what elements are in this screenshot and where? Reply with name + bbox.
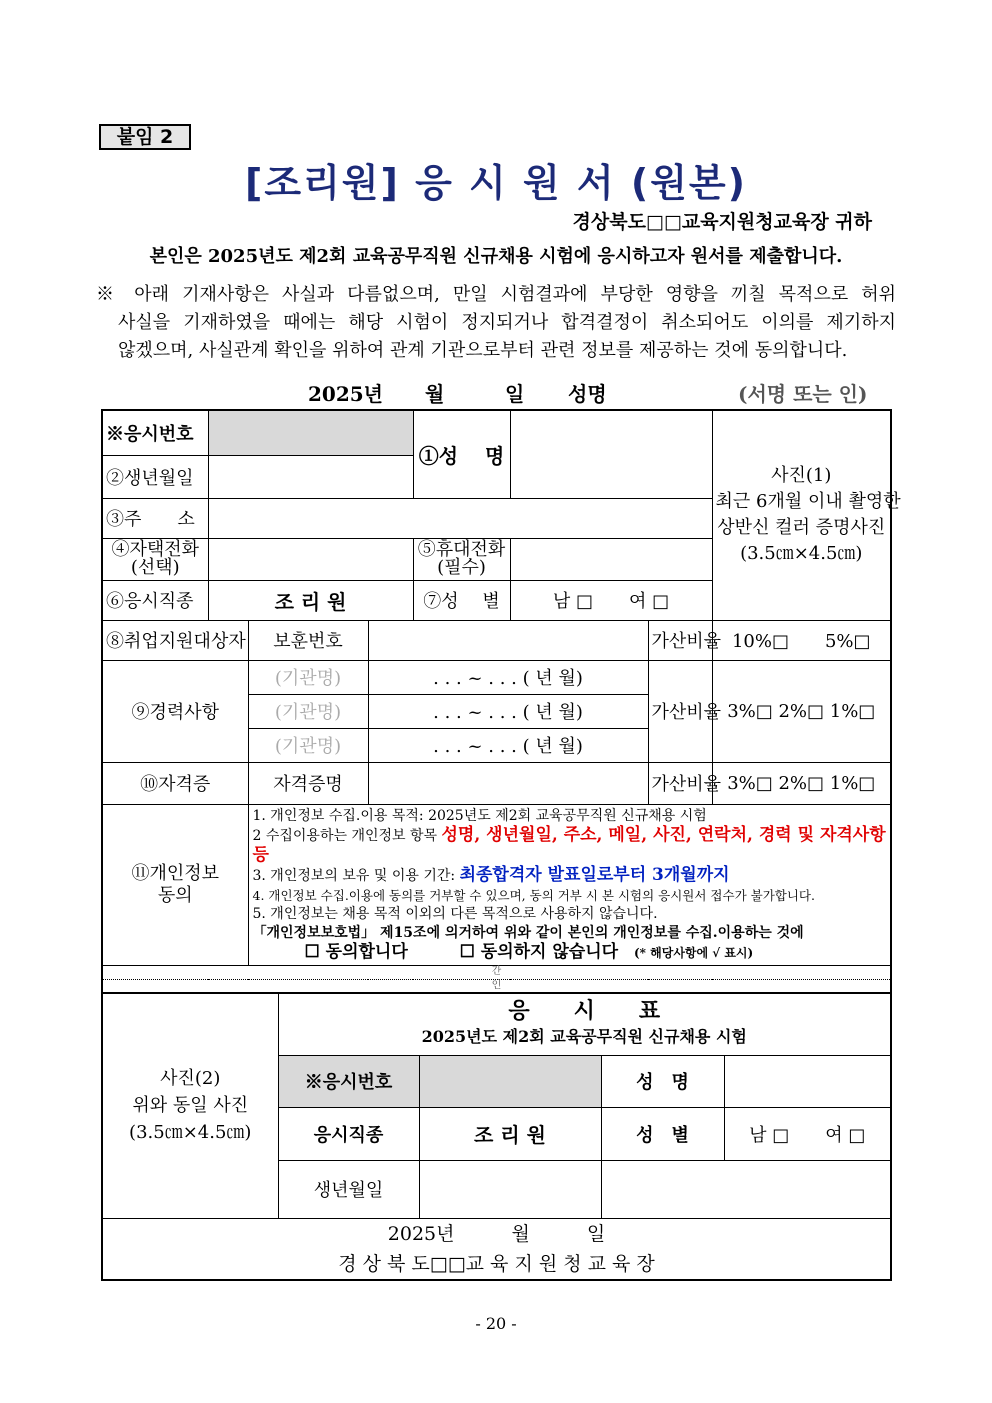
home-phone-field[interactable]: [208, 538, 413, 580]
home-phone-note: (선택): [130, 557, 180, 578]
notice-line-2: 사실을 기재하였을 때에는 해당 시험이 정지되거나 합격결정이 취소되어도 이의를 제기하지: [118, 312, 896, 333]
exam-ticket: [101, 992, 892, 1281]
bonus-rate-label: 가산비율: [648, 620, 712, 660]
career-label: ⑨경력사항: [102, 660, 248, 762]
career-period-2[interactable]: . . . ~ . . . ( 년 월): [368, 694, 648, 728]
address-field[interactable]: [208, 498, 712, 538]
mobile-title: ⑤휴대전화: [417, 539, 506, 560]
cut-line: 간: [102, 965, 891, 979]
recipient: 경상북도□□교육지원청교육장 귀하: [572, 211, 872, 233]
notice-line-1: ※ 아래 기재사항은 사실과 다름없으며, 만일 시험결과에 부당한 영향을 끼칠 목적으로 허위: [96, 284, 896, 305]
agency-name-3[interactable]: (기관명): [248, 728, 368, 762]
photo-2-size: (3.5㎝×4.5㎝): [129, 1122, 252, 1144]
job-type-label: ⑥응시직종: [102, 580, 208, 620]
photo-2-title: 사진(2): [160, 1068, 221, 1090]
sign-line: [100, 378, 890, 406]
ticket-birth-field[interactable]: [419, 1160, 601, 1218]
ticket-gender-options[interactable]: 남 □ 여 □: [724, 1107, 891, 1160]
bonus-options-license[interactable]: 3%□ 2%□ 1%□: [712, 762, 891, 804]
sign-day: 일: [505, 382, 525, 406]
sign-name-label: 성명: [568, 382, 607, 406]
privacy-item-5: 5. 개인정보는 채용 목적 이외의 다른 목적으로 사용하지 않습니다.: [252, 905, 658, 922]
ticket-date: 2025년 월 일: [387, 1222, 606, 1245]
privacy-item-4: 4. 개인정보 수집.이용에 동의를 거부할 수 있으며, 동의 거부 시 본 시험의 응시원서 접수가 불가합니다.: [252, 887, 815, 903]
agree-checkbox[interactable]: ☐ 동의합니다: [304, 941, 408, 962]
job-type-value: 조 리 원: [208, 580, 413, 620]
agency-name-2[interactable]: (기관명): [248, 694, 368, 728]
attachment-tag: 붙임 2: [99, 124, 191, 150]
ticket-birth-label: 생년월일: [278, 1160, 419, 1218]
page-title: [조리원] 응 시 원 서 (원본): [245, 161, 747, 205]
veteran-number-label: 보훈번호: [248, 620, 368, 660]
exam-number-label: ※응시번호: [102, 410, 208, 455]
ticket-footer: [102, 1218, 891, 1280]
ticket-name-field[interactable]: [724, 1055, 891, 1107]
ticket-heading: [278, 993, 891, 1055]
privacy-label-2: 동의: [157, 884, 193, 906]
mobile-field[interactable]: [510, 538, 712, 580]
privacy-label-1: ⑪개인정보: [131, 862, 220, 884]
privacy-law: 「개인정보보호법」 제15조에 의거하여 위와 같이 본인의 개인정보를 수집.이용하는 것에: [252, 924, 804, 941]
application-form: [101, 409, 901, 994]
privacy-item-3-period: 최종합격자 발표일로부터 3개월까지: [459, 864, 730, 885]
declaration: 본인은 2025년도 제2회 교육공무직원 신규채용 시험에 응시하고자 원서를 제출합니다.: [149, 246, 843, 267]
photo-2-desc: 위와 동일 사진: [132, 1095, 249, 1117]
consent-row: [253, 943, 887, 963]
career-bonus-label: 가산비율: [648, 660, 712, 762]
photo-1-box: [712, 410, 901, 620]
career-period-3[interactable]: . . . ~ . . . ( 년 월): [368, 728, 648, 762]
privacy-item-2: [253, 826, 887, 866]
privacy-item-1: 1. 개인정보 수집.이용 목적: 2025년도 제2회 교육공무직원 신규채용 시험: [252, 807, 707, 824]
agency-name-1[interactable]: (기관명): [248, 660, 368, 694]
ticket-name-label: 성 명: [601, 1055, 724, 1107]
address-label: ③주 소: [102, 498, 208, 538]
name-field[interactable]: [510, 410, 712, 498]
disagree-checkbox[interactable]: ☐ 동의하지 않습니다: [459, 941, 619, 962]
name-label: ①성 명: [413, 410, 510, 498]
mobile-note: (필수): [437, 557, 486, 578]
employment-support-label: ⑧취업지원대상자: [102, 620, 248, 660]
gender-options[interactable]: 남 □ 여 □: [510, 580, 712, 620]
photo-1-desc1: 최근 6개월 이내 촬영한: [715, 491, 901, 513]
license-label: ⑩자격증: [102, 762, 248, 804]
photo-2-box: [102, 993, 278, 1218]
sign-hint: (서명 또는 인): [738, 382, 868, 406]
ticket-title: 응 시 표: [508, 998, 661, 1025]
birth-field[interactable]: [208, 455, 413, 498]
ticket-issuer: 경 상 북 도□□교 육 지 원 청 교 육 장: [338, 1252, 655, 1275]
gender-label: ⑦성 별: [413, 580, 510, 620]
license-name-label: 자격증명: [248, 762, 368, 804]
license-name-field[interactable]: [368, 762, 648, 804]
career-period-1[interactable]: . . . ~ . . . ( 년 월): [368, 660, 648, 694]
privacy-item-3: [253, 866, 887, 886]
ticket-exam-number-field: [419, 1055, 601, 1107]
privacy-consent-text: [248, 804, 891, 965]
sign-month: 월: [425, 382, 445, 406]
mobile-label: [413, 538, 510, 580]
bonus-options-support[interactable]: 10%□ 5%□: [712, 620, 891, 660]
ticket-subtitle: 2025년도 제2회 교육공무직원 신규채용 시험: [421, 1027, 747, 1047]
privacy-item-2-label: 2 수집이용하는 개인정보 항목: [252, 827, 442, 844]
exam-number-field: [208, 410, 413, 455]
license-bonus-label: 가산비율: [648, 762, 712, 804]
ticket-gender-label: 성 별: [601, 1107, 724, 1160]
home-phone-title: ④자택전화: [111, 539, 200, 560]
veteran-number-field[interactable]: [368, 620, 648, 660]
privacy-label: [102, 804, 248, 965]
privacy-item-2-fields: 성명, 생년월일, 주소, 메일, 사진, 연락처, 경력 및 자격사항 등: [252, 824, 886, 865]
photo-1-size: (3.5㎝×4.5㎝): [740, 543, 863, 565]
ticket-job-type-label: 응시직종: [278, 1107, 419, 1160]
photo-1-title: 사진(1): [771, 465, 832, 487]
home-phone-label: [102, 538, 208, 580]
cut-line-2: 인: [102, 979, 891, 993]
privacy-item-3-label: 3. 개인정보의 보유 및 이용 기간:: [252, 867, 460, 884]
ticket-exam-number-label: ※응시번호: [278, 1055, 419, 1107]
ticket-job-type-value: 조 리 원: [419, 1107, 601, 1160]
page-number: - 20 -: [475, 1314, 517, 1333]
notice-line-3: 않겠으며, 사실관계 확인을 위하여 관계 기관으로부터 관련 정보를 제공하는 것에 동의합니다.: [118, 340, 848, 361]
bonus-options-career[interactable]: 3%□ 2%□ 1%□: [712, 660, 891, 762]
check-note: (* 해당사항에 √ 표시): [634, 945, 754, 960]
sign-year: 2025년: [308, 382, 383, 406]
birth-label: ②생년월일: [102, 455, 208, 498]
notice: [96, 281, 896, 365]
ticket-blank: [601, 1160, 891, 1218]
photo-1-desc2: 상반신 컬러 증명사진: [717, 517, 886, 539]
